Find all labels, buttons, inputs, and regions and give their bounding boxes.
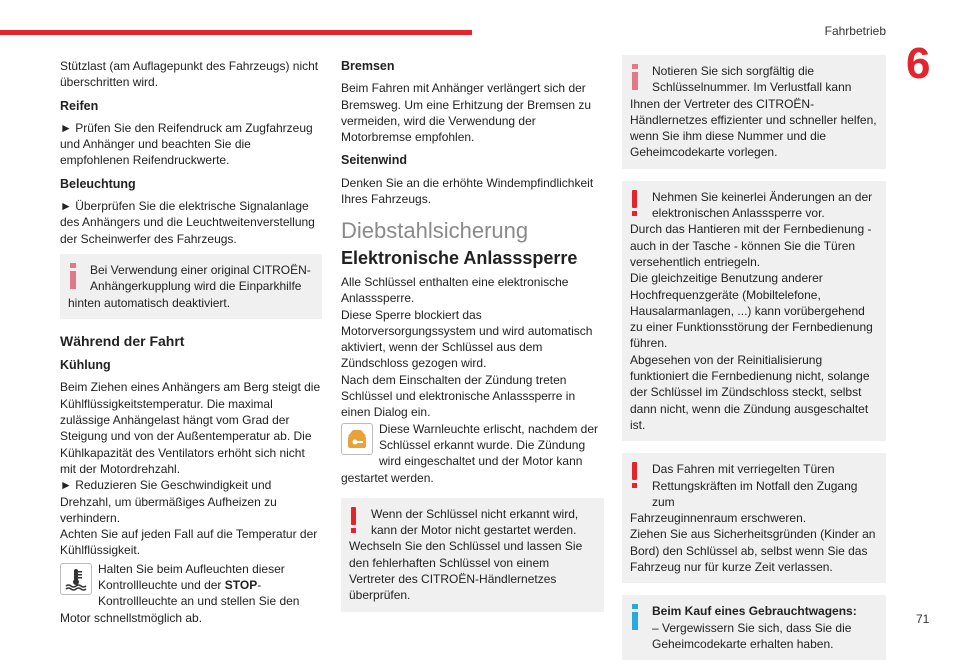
header-accent-bar [0,30,472,35]
paragraph: Achten Sie auf jeden Fall auf die Temperatur der Kühlflüssigkeit. [60,527,318,558]
paragraph: ► Reduzieren Sie Geschwindigkeit und Drehzahl, um übermäßiges Aufheizen zu verhindern. [60,478,277,525]
coolant-temperature-warning-icon [60,563,92,595]
immobiliser-light-row [341,421,604,486]
info-icon [70,263,76,289]
warning-icon [631,190,638,216]
heading-beleuchtung: Beleuchtung [60,176,136,191]
warning-note [622,453,886,583]
info-rest: Ihnen der Vertreter des CITROËN-Händlernetzes effizienter und schneller helfen, wenn Sie ihm diese Nummer und die Geheimcodekarte vorlegen. [630,96,877,160]
heading-waehrend-der-fahrt: Während der Fahrt [60,332,185,349]
paragraph: Denken Sie an die erhöhte Windempfindlichkeit Ihres Fahrzeugs. [341,175,594,207]
heading-bremsen: Bremsen [341,59,395,73]
stop-label: STOP [224,578,258,593]
warning-p2: Ziehen Sie aus Sicherheitsgründen (Kinder an Bord) den Schlüssel ab, selbst wenn Sie das Fahrzeug nur für kurze Zeit verlassen. [630,527,876,575]
warning-note [341,498,604,612]
paragraph: ► Prüfen Sie den Reifendruck am Zugfahrzeug und Anhänger und beachten Sie die empfohlenen Reifendruckwerte. [60,120,313,168]
paragraph: Nach dem Einschalten der Zündung treten Schlüssel und elektronische Anlasssperre in einen Dialog ein. [341,372,576,420]
warning-note [622,181,886,441]
paragraph: ► Überprüfen Sie die elektrische Signalanlage des Anhängers und die Leuchtweitenverstellung der Scheinwerfer des Fahrzeugs. [60,199,315,246]
chapter-number: 6 [906,39,931,88]
info-note [622,595,886,660]
warning-icon [631,462,638,488]
column-3 [622,55,886,670]
key-warning-light-icon [341,423,373,455]
paragraph: Stützlast (am Auflagepunkt des Fahrzeugs) nicht überschritten wird. [60,59,319,90]
info-note [60,254,322,319]
column-1 [60,58,322,626]
warning-p4: Abgesehen von der Reinitialisierung funktioniert die Fernbedienung nicht, solange der Schlüssel im Zündschloss steckt, selbst dann nicht, wenn die Zündung ausgeschaltet ist. [630,352,870,432]
heading-reifen: Reifen [60,98,99,113]
immobiliser-text: Diese Warnleuchte erlischt, nachdem der Schlüssel erkannt wurde. Die Zündung wird eingeschaltet und der Motor kann gestartet werden. [341,421,598,485]
warning-p3: Die gleichzeitige Benutzung anderer Hochfrequenzgeräte (Mobiltelefone, Hausalarmanlagen, ...) kann vorübergehend zu einer Funktionsstörung der Fernbedienung führen. [630,271,873,351]
section-heading-diebstahlsicherung: Diebstahlsicherung [341,218,529,244]
info-icon [632,604,638,630]
note-rest: hinten automatisch deaktiviert. [68,295,231,310]
warning-p1-rest: Fahrzeuginnenraum erschweren. [630,511,807,526]
coolant-text-a: Halten Sie beim Aufleuchten dieser Kontrollleuchte und der [98,561,285,593]
info-icon [632,64,638,90]
paragraph: Alle Schlüssel enthalten eine elektronische Anlasssperre. [341,274,569,306]
coolant-text-b: -Kontrollleuchte an und stellen Sie den Motor schnellstmöglich ab. [60,578,300,625]
info-note [622,55,886,169]
warning-p2: Durch das Hantieren mit der Fernbedienung - auch in der Tasche - können Sie die Türen versehentlich entriegeln. [630,222,872,269]
info-item: – Vergewissern Sie sich, dass Sie die Geheimcodekarte erhalten haben. [652,620,852,651]
column-2 [341,58,604,622]
note-first-line: Bei Verwendung einer original CITROËN-Anhängerkupplung wird die Einparkhilfe [90,262,311,294]
warning-second: Rettungskräften im Notfall den Zugang zum [652,478,858,509]
warning-first: Nehmen Sie keinerlei Änderungen an der elektronischen Anlasssperre vor. [652,189,873,221]
info-title: Beim Kauf eines Gebrauchtwagens: [652,604,857,619]
paragraph: Beim Fahren mit Anhänger verlängert sich der Bremsweg. Um eine Erhitzung der Bremsen zu vermeiden, wird die Verwendung der Motorbremse empfohlen. [341,81,592,145]
coolant-warning-row [60,561,322,626]
warning-rest: Wechseln Sie den Schlüssel und lassen Sie den fehlerhaften Schlüssel von einem Vertreter des CITROËN-Händlernetzes überprüfen. [349,539,583,603]
info-first: Notieren Sie sich sorgfältig die Schlüsselnummer. Im Verlustfall kann [652,64,852,95]
heading-anlasssperre: Elektronische Anlasssperre [341,247,578,268]
paragraph: Diese Sperre blockiert das Motorversorgungssystem und wird automatisch aktiviert, wenn der Schlüssel aus dem Zündschloss gezogen wird. [341,307,593,371]
heading-seitenwind: Seitenwind [341,153,407,168]
paragraph: Beim Ziehen eines Anhängers am Berg steigt die Kühlflüssigkeitstemperatur. Die maximal zulässige Anhängelast hängt vom Grad der Steigung und von der Außentemperatur ab. Die Kühlkapazität des Ventilators erhöht sich nicht mit der Motordrehzahl. [60,380,321,476]
page-number: 71 [916,612,930,626]
heading-kuehlung: Kühlung [60,358,111,373]
warning-first: Das Fahren mit verriegelten Türen [652,462,835,477]
section-title: Fahrbetrieb [824,24,886,38]
warning-icon [350,507,357,533]
warning-first: Wenn der Schlüssel nicht erkannt wird, kann der Motor nicht gestartet werden. [371,506,579,538]
